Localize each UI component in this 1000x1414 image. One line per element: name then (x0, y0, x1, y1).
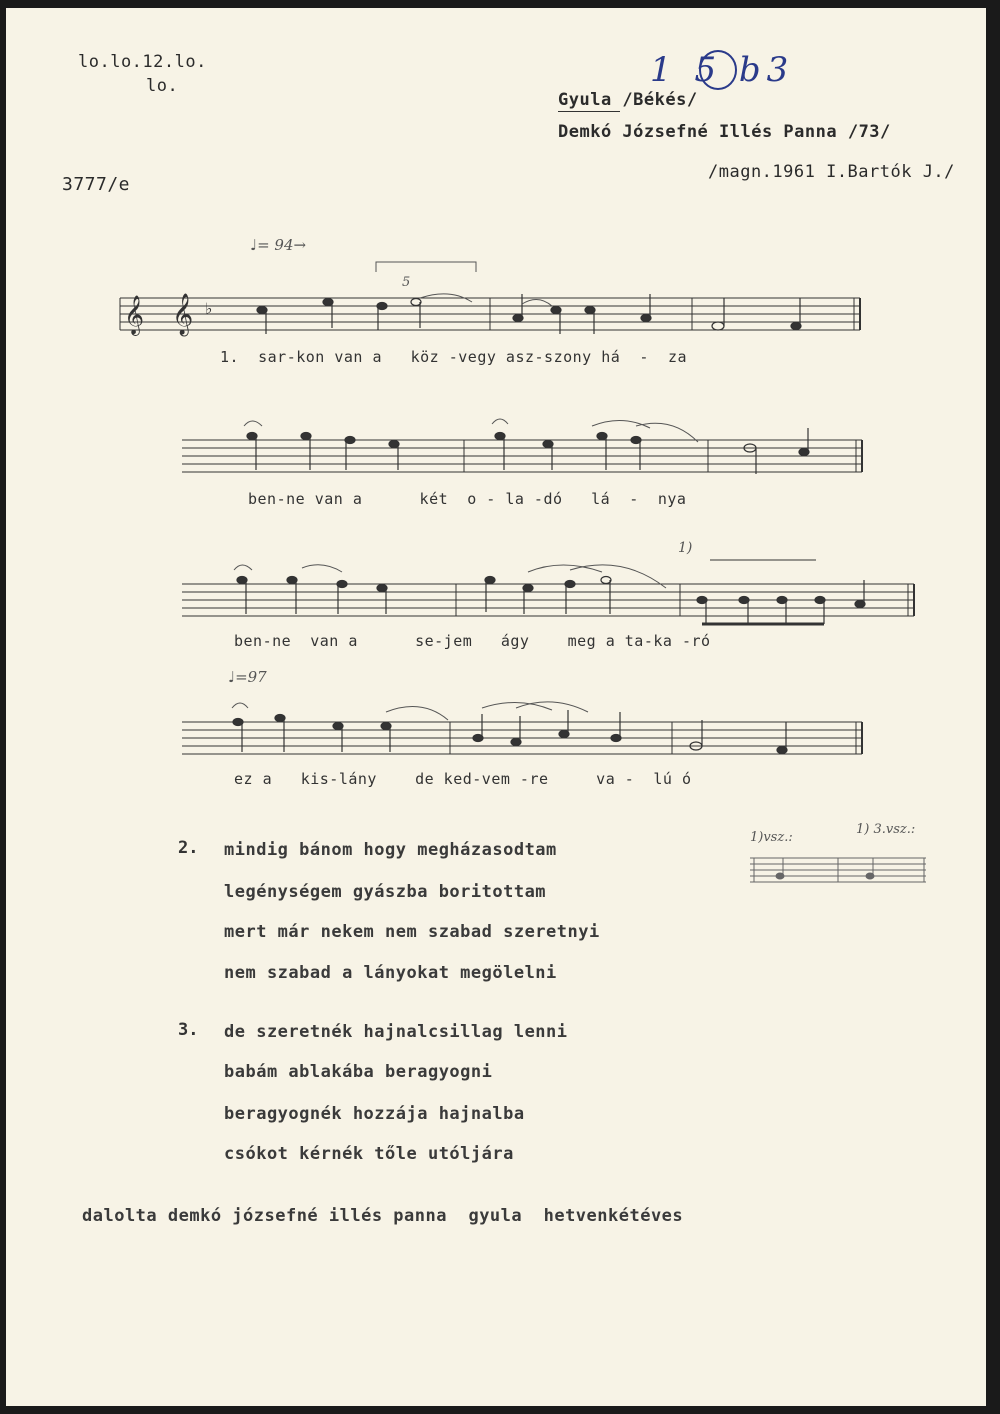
catalog-number: 3777/e (62, 174, 131, 195)
svg-text:𝄞: 𝄞 (172, 294, 194, 335)
sung-by-line: dalolta demkó józsefné illés panna gyula hetvenkétéves (82, 1206, 684, 1226)
svg-text:𝄞: 𝄞 (124, 295, 145, 335)
verse-2-line-1: mindig bánom hogy megházasodtam (224, 840, 557, 860)
verse-2-line-2: legénységem gyászba boritottam (224, 882, 547, 902)
verse-3-number: 3. (178, 1020, 199, 1040)
date-line-2: lo. (146, 76, 179, 96)
lyrics-line-2: ben-ne van a két o - la -dó lá - nya (248, 490, 687, 508)
footnote-mark: 1) (678, 540, 693, 556)
staff-system-3 (182, 574, 922, 634)
location-underline (558, 111, 620, 112)
staff-system-2 (182, 430, 872, 490)
verse-2-line-3: mert már nekem nem szabad szeretnyi (224, 922, 600, 942)
side-note-right: 1) 3.vsz.: (856, 822, 916, 837)
verse-3-line-3: beragyognék hozzája hajnalba (224, 1104, 525, 1124)
singer: Demkó Józsefné Illés Panna /73/ (558, 122, 891, 142)
lyrics-line-1: 1. sar-kon van a köz -vegy asz-szony há - za (220, 348, 688, 366)
archive-number: 1 5 b3 (650, 50, 795, 90)
tempo-mark-2: ♩=97 (228, 668, 267, 686)
verse-2-line-4: nem szabad a lányokat megölelni (224, 963, 557, 983)
svg-text:♭: ♭ (204, 299, 214, 318)
staff-system-1 (120, 275, 870, 348)
verse-3-line-1: de szeretnék hajnalcsillag lenni (224, 1022, 568, 1042)
date-line-1: lo.lo.12.lo. (78, 52, 207, 72)
side-note-staff (750, 850, 930, 894)
circle-mark (696, 48, 740, 92)
manuscript-page (6, 8, 986, 1406)
side-note-left: 1)vsz.: (750, 830, 793, 845)
tempo-mark-1: ♩= 94→ (250, 236, 307, 254)
lyrics-line-4: ez a kis-lány de ked-vem -re va - lú ó (234, 770, 692, 788)
verse-2-number: 2. (178, 838, 199, 858)
location: Gyula /Békés/ (558, 90, 698, 110)
verse-3-line-4: csókot kérnék tőle utóljára (224, 1144, 514, 1164)
staff-system-4 (182, 712, 872, 772)
lyrics-line-3: ben-ne van a se-jem ágy meg a ta-ka -ró (234, 632, 711, 650)
recording-info: /magn.1961 I.Bartók J./ (708, 162, 955, 182)
verse-3-line-2: babám ablakába beragyogni (224, 1062, 493, 1082)
svg-text:5: 5 (402, 275, 411, 290)
